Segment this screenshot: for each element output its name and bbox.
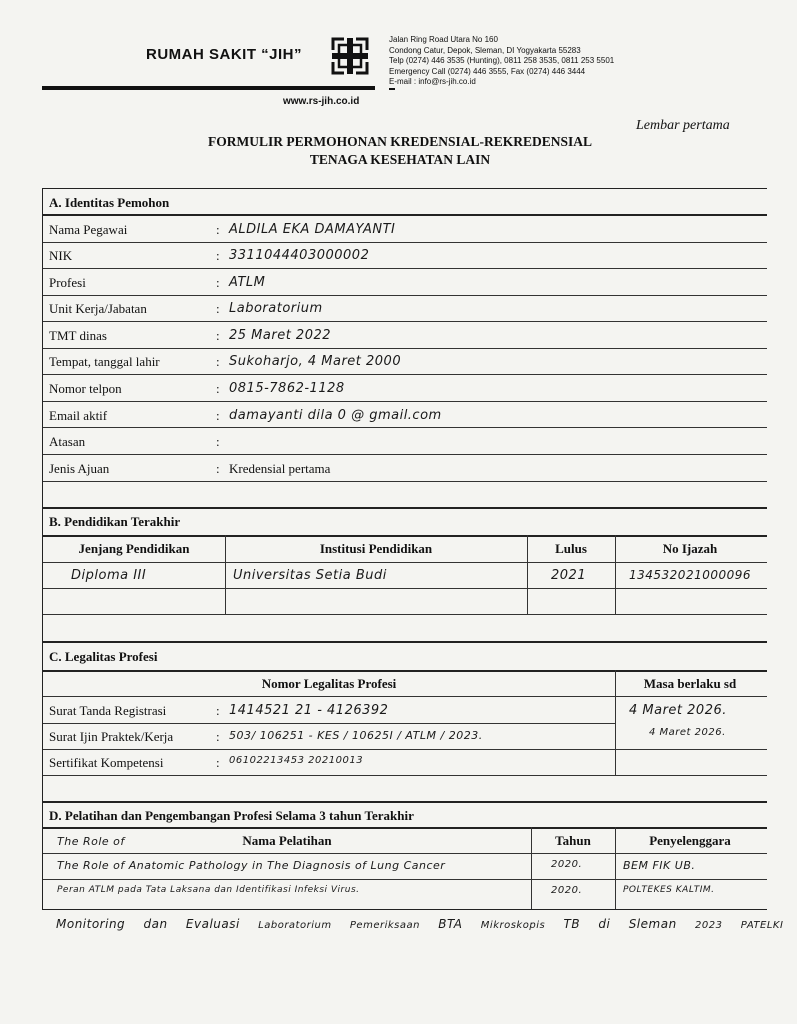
colon: : xyxy=(216,328,220,343)
divider xyxy=(43,853,767,854)
edu-institusi[interactable]: Universitas Setia Budi xyxy=(233,568,387,583)
section-b-heading: B. Pendidikan Terakhir xyxy=(49,514,181,529)
colon: : xyxy=(216,755,220,770)
colon: : xyxy=(216,703,220,718)
section-a-heading: A. Identitas Pemohon xyxy=(49,195,170,210)
annotation-word: Laboratorium xyxy=(258,920,332,931)
divider xyxy=(43,454,767,455)
edu-ijazah[interactable]: 134532021000096 xyxy=(629,568,752,582)
label-sertifikat: Sertifikat Kompetensi xyxy=(49,755,164,770)
annotation-word: Evaluasi xyxy=(185,917,240,931)
label-jenis-ajuan: Jenis Ajuan xyxy=(49,461,110,476)
divider xyxy=(43,827,767,829)
col-jenjang: Jenjang Pendidikan xyxy=(78,541,190,556)
divider xyxy=(43,535,767,537)
value-profesi[interactable]: ATLM xyxy=(229,275,266,290)
divider xyxy=(43,641,767,643)
annotation-word: Sleman xyxy=(628,917,677,931)
divider xyxy=(43,670,767,672)
divider xyxy=(43,879,767,880)
divider xyxy=(43,801,767,803)
divider xyxy=(43,696,767,697)
pelatihan-penyelenggara[interactable]: POLTEKES KALTIM. xyxy=(623,885,715,895)
label-nomor-telpon: Nomor telpon xyxy=(49,381,122,396)
sheet-note: Lembar pertama xyxy=(636,118,730,133)
value-sip[interactable]: 503/ 106251 - KES / 10625I / ATLM / 2023. xyxy=(229,729,483,742)
colon: : xyxy=(216,354,220,369)
address-line: Jalan Ring Road Utara No 160 xyxy=(389,35,498,44)
divider xyxy=(43,562,767,563)
form-title-line2: TENAGA KESEHATAN LAIN xyxy=(309,152,491,167)
handwritten-annotation xyxy=(56,917,797,931)
label-atasan: Atasan xyxy=(49,434,86,449)
col-penyelenggara: Penyelenggara xyxy=(649,833,731,848)
divider xyxy=(43,214,767,216)
divider xyxy=(43,481,767,482)
col-divider xyxy=(531,827,532,909)
divider xyxy=(43,401,767,402)
colon: : xyxy=(216,301,220,316)
annotation-word: dan xyxy=(143,917,168,931)
col-divider xyxy=(615,535,616,614)
section-c-heading: C. Legalitas Profesi xyxy=(49,649,158,664)
value-nama-pegawai[interactable]: ALDILA EKA DAMAYANTI xyxy=(229,222,396,237)
edu-jenjang[interactable]: Diploma III xyxy=(71,568,147,583)
value-nomor-telpon[interactable]: 0815-7862-1128 xyxy=(229,381,345,396)
divider xyxy=(43,348,767,349)
divider xyxy=(43,295,767,296)
masa-str[interactable]: 4 Maret 2026. xyxy=(629,703,727,718)
edu-lulus[interactable]: 2021 xyxy=(551,568,587,583)
label-email: Email aktif xyxy=(49,408,108,423)
divider xyxy=(43,507,767,509)
colon: : xyxy=(216,222,220,237)
value-str[interactable]: 1414521 21 - 4126392 xyxy=(229,703,389,718)
label-profesi: Profesi xyxy=(49,275,86,290)
label-tempat-tgl-lahir: Tempat, tanggal lahir xyxy=(49,354,160,369)
label-str: Surat Tanda Registrasi xyxy=(49,703,167,718)
header-rule-short xyxy=(389,88,395,90)
annotation-word: BTA xyxy=(438,917,463,931)
divider xyxy=(43,723,615,724)
value-nik[interactable]: 3311044403000002 xyxy=(229,248,370,263)
pelatihan-nama[interactable]: The Role of Anatomic Pathology in The Diagnosis of Lung Cancer xyxy=(57,859,446,872)
section-d-heading: D. Pelatihan dan Pengembangan Profesi Selama 3 tahun Terakhir xyxy=(49,808,414,823)
colon: : xyxy=(216,434,220,449)
value-jenis-ajuan[interactable]: Kredensial pertama xyxy=(229,461,331,476)
header-scribble: The Role of xyxy=(57,835,125,848)
col-lulus: Lulus xyxy=(555,541,587,556)
annotation-word: Mikroskopis xyxy=(480,920,546,931)
divider xyxy=(43,427,767,428)
hospital-name: RUMAH SAKIT “JIH” xyxy=(146,46,303,63)
divider xyxy=(43,268,767,269)
value-tmt-dinas[interactable]: 25 Maret 2022 xyxy=(229,328,332,343)
hospital-website: www.rs-jih.co.id xyxy=(283,96,360,107)
colon: : xyxy=(216,381,220,396)
address-line: Telp (0274) 446 3535 (Hunting), 0811 258 3535, 0811 253 5501 xyxy=(389,56,615,65)
pelatihan-penyelenggara[interactable]: BEM FIK UB. xyxy=(623,859,696,872)
label-tmt-dinas: TMT dinas xyxy=(49,328,107,343)
address-line: Emergency Call (0274) 446 3555, Fax (0274) 446 3444 xyxy=(389,66,586,76)
annotation-word: di xyxy=(598,917,611,931)
divider xyxy=(43,614,767,615)
pelatihan-tahun[interactable]: 2020. xyxy=(551,859,583,870)
header-rule xyxy=(42,86,375,90)
col-divider xyxy=(615,670,616,775)
credential-form xyxy=(42,188,767,910)
value-sertifikat[interactable]: 06102213453 20210013 xyxy=(229,755,364,766)
col-divider xyxy=(615,827,616,909)
masa-sip[interactable]: 4 Maret 2026. xyxy=(649,727,726,738)
pelatihan-tahun[interactable]: 2020. xyxy=(551,885,583,896)
divider xyxy=(43,321,767,322)
annotation-word: Monitoring xyxy=(56,917,126,931)
label-nik: NIK xyxy=(49,248,73,263)
label-unit-kerja: Unit Kerja/Jabatan xyxy=(49,301,147,316)
value-unit-kerja[interactable]: Laboratorium xyxy=(229,301,323,316)
col-masa-berlaku: Masa berlaku sd xyxy=(643,676,737,691)
address-line: Condong Catur, Depok, Sleman, DI Yogyakarta 55283 xyxy=(389,45,581,55)
colon: : xyxy=(216,408,220,423)
hospital-logo-icon xyxy=(330,36,370,76)
annotation-word: Pemeriksaan xyxy=(349,920,420,931)
col-no-ijazah: No Ijazah xyxy=(662,541,718,556)
value-tempat-tgl-lahir[interactable]: Sukoharjo, 4 Maret 2000 xyxy=(229,354,402,369)
divider xyxy=(43,374,767,375)
divider xyxy=(43,775,767,776)
colon: : xyxy=(216,461,220,476)
divider xyxy=(43,242,767,243)
col-divider xyxy=(527,535,528,614)
annotation-word: PATELKI xyxy=(740,920,784,931)
divider xyxy=(43,749,767,750)
label-nama-pegawai: Nama Pegawai xyxy=(49,222,128,237)
divider xyxy=(43,588,767,589)
colon: : xyxy=(216,729,220,744)
annotation-word: 2023 xyxy=(695,920,723,931)
col-nomor-legalitas: Nomor Legalitas Profesi xyxy=(261,676,397,691)
address-line: E-mail : info@rs-jih.co.id xyxy=(389,77,476,86)
pelatihan-nama[interactable]: Peran ATLM pada Tata Laksana dan Identifikasi Infeksi Virus. xyxy=(57,885,360,895)
colon: : xyxy=(216,248,220,263)
col-nama-pelatihan: Nama Pelatihan xyxy=(242,833,332,848)
form-title-line1: FORMULIR PERMOHONAN KREDENSIAL-REKREDENSIAL xyxy=(207,134,593,149)
label-sip: Surat Ijin Praktek/Kerja xyxy=(49,729,174,744)
colon: : xyxy=(216,275,220,290)
annotation-word: TB xyxy=(563,917,581,931)
hospital-address xyxy=(389,35,614,88)
col-tahun: Tahun xyxy=(555,833,591,848)
col-institusi: Institusi Pendidikan xyxy=(319,541,433,556)
col-divider xyxy=(225,535,226,614)
value-email[interactable]: damayanti dila 0 @ gmail.com xyxy=(229,408,442,423)
